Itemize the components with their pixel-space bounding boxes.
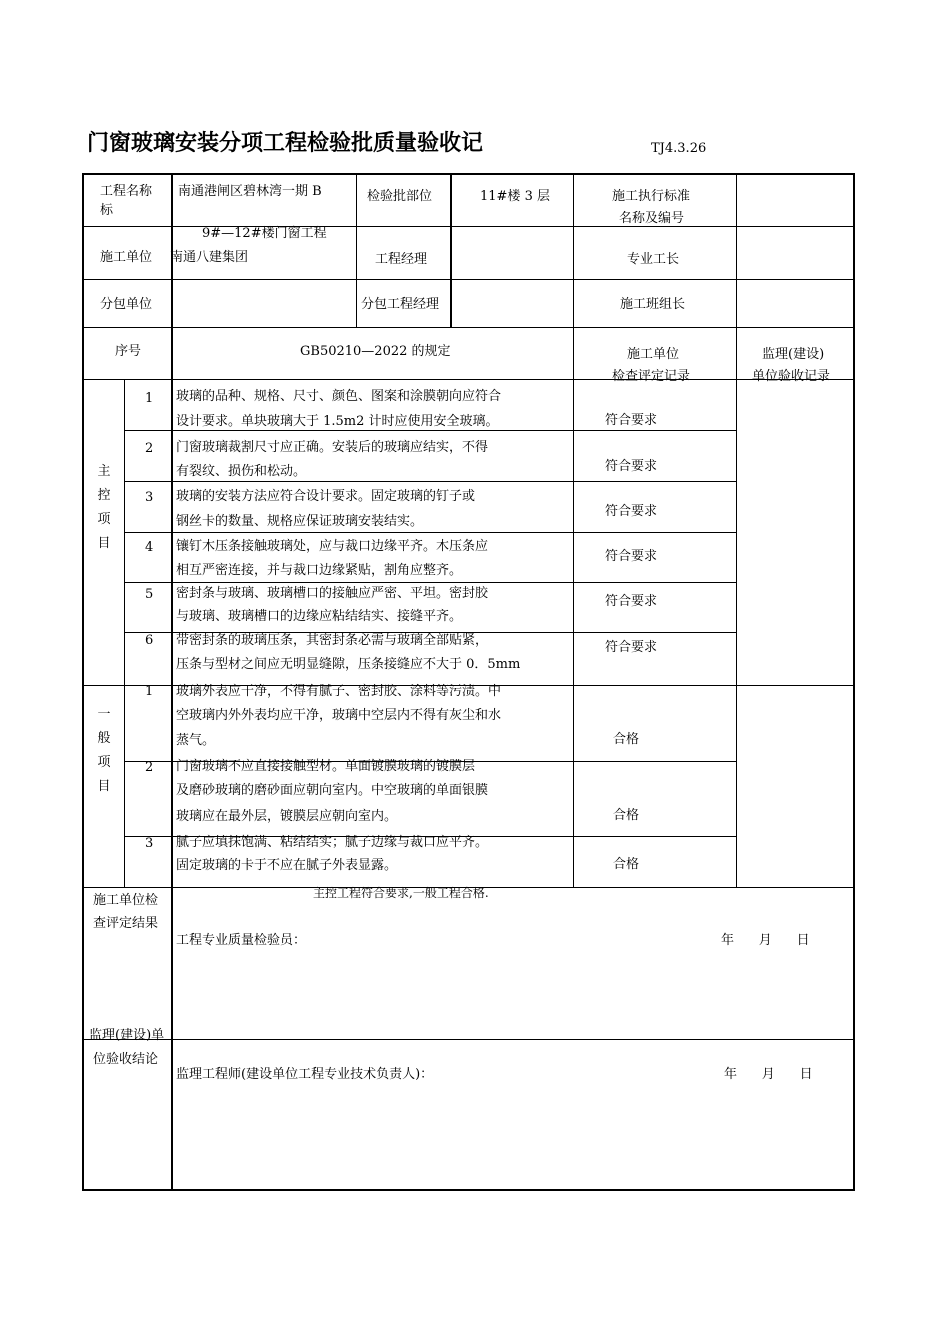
- main-item-result: 符合要求: [605, 504, 658, 519]
- standard-label-cont: 名称及编号: [619, 211, 685, 226]
- conclusion-date: 年 月 日: [724, 1067, 813, 1082]
- pm-label: 工程经理: [375, 252, 428, 267]
- main-item-no: 4: [145, 540, 154, 555]
- foreman-label: 专业工长: [627, 252, 680, 267]
- general-item-no: 1: [145, 684, 154, 699]
- main-item-text: 压条与型材之间应无明显缝隙，压条接缝应不大于 0．5mm: [176, 657, 521, 672]
- main-item-text: 镶钉木压条接触玻璃处，应与裁口边缘平齐。木压条应: [176, 539, 489, 554]
- general-item-text: 腻子应填抹饱满、粘结结实；腻子边缘与裁口应平齐。: [176, 835, 489, 850]
- contractor-label: 施工单位: [100, 250, 153, 265]
- main-group-label: 主 控 项 目: [97, 464, 111, 551]
- general-item-result: 合格: [613, 857, 640, 872]
- result-summary: 主控工程符合要求,一般工程合格.: [313, 886, 489, 900]
- accept-header: 监理(建设): [762, 347, 825, 362]
- main-item-text: 相互严密连接，并与裁口边缘紧贴，割角应整齐。: [176, 563, 463, 578]
- result-section-label-cont: 查评定结果: [93, 916, 159, 931]
- general-item-text: 玻璃应在最外层，镀膜层应朝向室内。: [176, 809, 398, 824]
- sub-label: 分包单位: [100, 297, 153, 312]
- main-item-text: 与玻璃、玻璃槽口的边缘应粘结结实、接缝平齐。: [176, 609, 463, 624]
- conclusion-section-label: 监理(建设)单: [89, 1028, 165, 1043]
- project-name-value: 南通港闸区碧林湾一期 B: [178, 184, 322, 199]
- main-item-result: 符合要求: [605, 640, 658, 655]
- form-title: 门窗玻璃安装分项工程检验批质量验收记: [87, 131, 484, 156]
- general-item-text: 空玻璃内外外表均应干净，玻璃中空层内不得有灰尘和水: [176, 708, 502, 723]
- spec-header: GB50210—2022 的规定: [300, 344, 451, 359]
- main-item-text: 带密封条的玻璃压条，其密封条必需与玻璃全部贴紧，: [176, 633, 489, 648]
- main-item-no: 5: [145, 587, 154, 602]
- conclusion-section-label-cont: 位验收结论: [93, 1052, 159, 1067]
- main-item-text: 门窗玻璃裁割尺寸应正确。安装后的玻璃应结实，不得: [176, 440, 489, 455]
- engineer-label: 监理工程师(建设单位工程专业技术负责人)：: [176, 1067, 434, 1082]
- main-item-no: 6: [145, 633, 154, 648]
- inspector-label: 工程专业质量检验员：: [176, 933, 307, 948]
- check-header: 施工单位: [627, 347, 680, 362]
- general-item-text: 及磨砂玻璃的磨砂面应朝向室内。中空玻璃的单面银膜: [176, 783, 489, 798]
- general-item-text: 玻璃外表应干净，不得有腻子、密封胶、涂料等污渍。中: [176, 684, 502, 699]
- main-item-text: 有裂纹、损伤和松动。: [176, 464, 307, 479]
- general-item-result: 合格: [613, 808, 640, 823]
- main-item-no: 3: [145, 490, 154, 505]
- general-group-label: 一 般 项 目: [97, 707, 111, 794]
- main-item-result: 符合要求: [605, 413, 658, 428]
- general-item-no: 3: [145, 836, 154, 851]
- main-item-text: 密封条与玻璃、玻璃槽口的接触应严密、平坦。密封胶: [176, 586, 489, 601]
- main-item-result: 符合要求: [605, 549, 658, 564]
- standard-label: 施工执行标准: [612, 189, 691, 204]
- general-item-text: 门窗玻璃不应直接接触型材。单面镀膜玻璃的镀膜层: [176, 759, 476, 774]
- seq-header: 序号: [115, 344, 142, 359]
- batch-part-value: 11#楼 3 层: [480, 189, 550, 204]
- form-code: TJ4.3.26: [651, 141, 707, 156]
- general-item-result: 合格: [613, 732, 640, 747]
- main-item-no: 2: [145, 441, 154, 456]
- team-label: 施工班组长: [620, 297, 686, 312]
- main-item-text: 玻璃的品种、规格、尺寸、颜色、图案和涂膜朝向应符合: [176, 389, 502, 404]
- check-header-cont: 检查评定记录: [612, 369, 691, 384]
- result-date: 年 月 日: [721, 933, 810, 948]
- main-item-text: 玻璃的安装方法应符合设计要求。固定玻璃的钉子或: [176, 489, 476, 504]
- project-name-value-cont: 9#—12#楼门窗工程: [202, 226, 327, 241]
- main-item-no: 1: [145, 391, 154, 406]
- result-section-label: 施工单位检: [93, 893, 159, 908]
- project-name-label-cont: 标: [100, 203, 114, 218]
- general-item-text: 蒸气。: [176, 733, 216, 748]
- main-item-text: 设计要求。单块玻璃大于 1.5m2 计时应使用安全玻璃。: [176, 414, 499, 429]
- sub-pm-label: 分包工程经理: [361, 297, 440, 312]
- main-item-result: 符合要求: [605, 594, 658, 609]
- accept-header-cont: 单位验收记录: [752, 369, 831, 384]
- general-item-no: 2: [145, 760, 154, 775]
- batch-part-label: 检验批部位: [367, 189, 433, 204]
- project-name-label: 工程名称: [100, 184, 153, 199]
- main-item-result: 符合要求: [605, 459, 658, 474]
- contractor-value: 南通八建集团: [170, 250, 249, 265]
- main-item-text: 钢丝卡的数量、规格应保证玻璃安装结实。: [176, 514, 424, 529]
- general-item-text: 固定玻璃的卡于不应在腻子外表显露。: [176, 858, 398, 873]
